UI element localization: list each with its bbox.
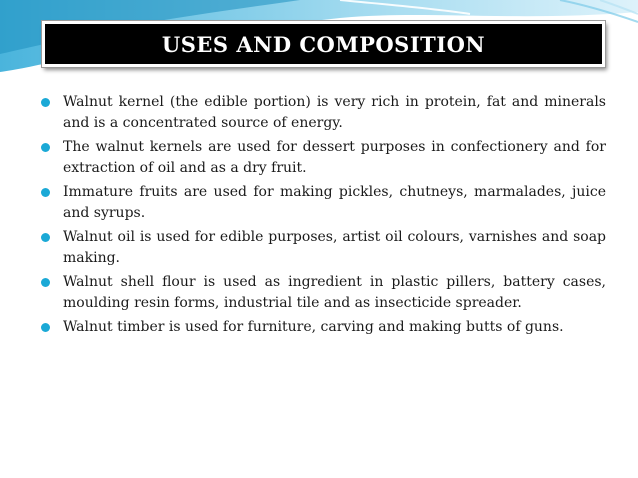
bullet-icon [41, 188, 50, 197]
bullet-text: Walnut shell flour is used as ingredient in plastic pillers, battery cases, moulding resin forms, industrial tile and as insecticide spreader. [63, 274, 606, 311]
bullet-icon [41, 323, 50, 332]
bullet-icon [41, 143, 50, 152]
bullet-text: The walnut kernels are used for dessert purposes in confectionery and for extraction of oil and as a dry fruit. [63, 139, 606, 176]
slide-title: USES AND COMPOSITION [161, 31, 486, 57]
list-item [40, 137, 606, 179]
list-item [40, 272, 606, 314]
bullet-text: Walnut kernel (the edible portion) is very rich in protein, fat and minerals and is a concentrated source of energy. [63, 94, 606, 131]
bullet-icon [41, 233, 50, 242]
slide-content [40, 92, 606, 341]
bullet-icon [41, 98, 50, 107]
bullet-list [40, 92, 606, 338]
list-item [40, 92, 606, 134]
bullet-icon [41, 278, 50, 287]
list-item [40, 317, 606, 338]
bullet-text: Immature fruits are used for making pickles, chutneys, marmalades, juice and syrups. [63, 184, 606, 221]
list-item [40, 227, 606, 269]
bullet-text: Walnut timber is used for furniture, carving and making butts of guns. [63, 319, 564, 335]
list-item [40, 182, 606, 224]
bullet-text: Walnut oil is used for edible purposes, artist oil colours, varnishes and soap making. [63, 229, 606, 266]
title-banner [42, 21, 605, 67]
